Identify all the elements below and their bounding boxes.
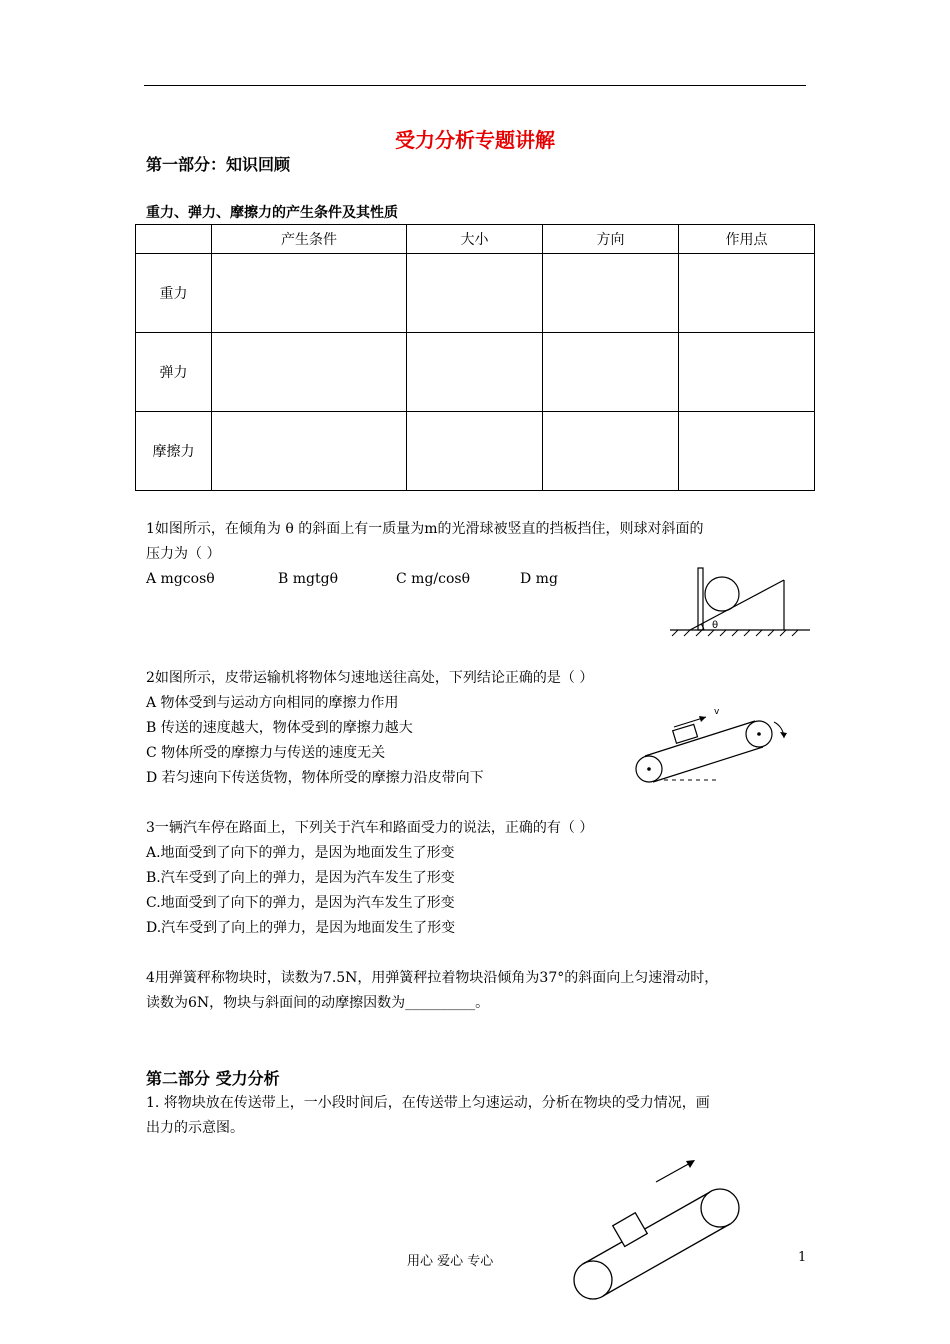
forces-table: [135, 224, 815, 491]
table-cell: [543, 333, 679, 412]
q4-stem-line2: 读数为6N，物块与斜面间的动摩擦因数为__________。: [146, 995, 490, 1011]
page-title: 受力分析专题讲解: [395, 128, 555, 152]
table-cell: [679, 254, 815, 333]
part2-q1-line2: 出力的示意图。: [146, 1120, 244, 1136]
q1-stem-line1: 1如图所示，在倾角为 θ 的斜面上有一质量为m的光滑球被竖直的挡板挡住，则球对斜面的: [146, 521, 704, 537]
q4-stem-line1: 4用弹簧秤称物块时，读数为7.5N，用弹簧秤拉着物块沿倾角为37°的斜面向上匀速滑动时，: [146, 970, 719, 986]
table-header-cell: 作用点: [679, 225, 815, 254]
q1-option-a: A mgcosθ: [146, 571, 215, 587]
part2-q1-line1: 1. 将物块放在传送带上，一小段时间后，在传送带上匀速运动，分析在物块的受力情况，画: [146, 1095, 710, 1111]
row-label: 重力: [136, 254, 212, 333]
table-row: [136, 333, 815, 412]
table-row: [136, 412, 815, 491]
q1-option-b: B mgtgθ: [278, 571, 338, 587]
table-caption: 重力、弹力、摩擦力的产生条件及其性质: [146, 205, 398, 221]
conveyor-figure-large: [568, 1150, 748, 1310]
table-header-cell: [136, 225, 212, 254]
table-cell: [407, 254, 543, 333]
q2-option-d: D 若匀速向下传送货物，物体所受的摩擦力沿皮带向下: [146, 770, 484, 786]
table-cell: [543, 254, 679, 333]
velocity-label: v: [714, 707, 720, 717]
table-cell: [212, 333, 407, 412]
table-cell: [679, 333, 815, 412]
top-rule: [144, 85, 806, 86]
table-row: [136, 254, 815, 333]
q3-option-b: B.汽车受到了向上的弹力，是因为汽车发生了形变: [146, 870, 455, 886]
q3-option-c: C.地面受到了向下的弹力，是因为汽车发生了形变: [146, 895, 455, 911]
table-header-row: [136, 225, 815, 254]
q1-option-d: D mg: [520, 571, 558, 587]
table-header-cell: 产生条件: [212, 225, 407, 254]
conveyor-figure-small: [628, 700, 798, 790]
row-label: 摩擦力: [136, 412, 212, 491]
theta-label: θ: [712, 620, 719, 631]
table-cell: [543, 412, 679, 491]
table-cell: [679, 412, 815, 491]
part2-heading: 第二部分 受力分析: [146, 1069, 280, 1088]
q2-stem: 2如图所示，皮带运输机将物体匀速地送往高处，下列结论正确的是（ ）: [146, 670, 594, 686]
table-cell: [212, 254, 407, 333]
table-cell: [407, 412, 543, 491]
incline-ball-figure: [660, 562, 815, 644]
q1-option-c: C mg/cosθ: [396, 571, 470, 587]
q3-option-a: A.地面受到了向下的弹力，是因为地面发生了形变: [146, 845, 455, 861]
page-number: 1: [798, 1250, 807, 1265]
q3-option-d: D.汽车受到了向上的弹力，是因为地面发生了形变: [146, 920, 456, 936]
table-header-cell: 大小: [407, 225, 543, 254]
table-cell: [407, 333, 543, 412]
q2-option-a: A 物体受到与运动方向相同的摩擦力作用: [146, 695, 399, 711]
q2-option-c: C 物体所受的摩擦力与传送的速度无关: [146, 745, 386, 761]
row-label: 弹力: [136, 333, 212, 412]
table-header-cell: 方向: [543, 225, 679, 254]
q1-stem-line2: 压力为（ ）: [146, 546, 221, 562]
q2-option-b: B 传送的速度越大，物体受到的摩擦力越大: [146, 720, 413, 736]
table-cell: [212, 412, 407, 491]
footer-motto: 用心 爱心 专心: [407, 1254, 494, 1269]
part1-heading: 第一部分：知识回顾: [146, 155, 291, 174]
q3-stem: 3一辆汽车停在路面上，下列关于汽车和路面受力的说法，正确的有（ ）: [146, 820, 594, 836]
